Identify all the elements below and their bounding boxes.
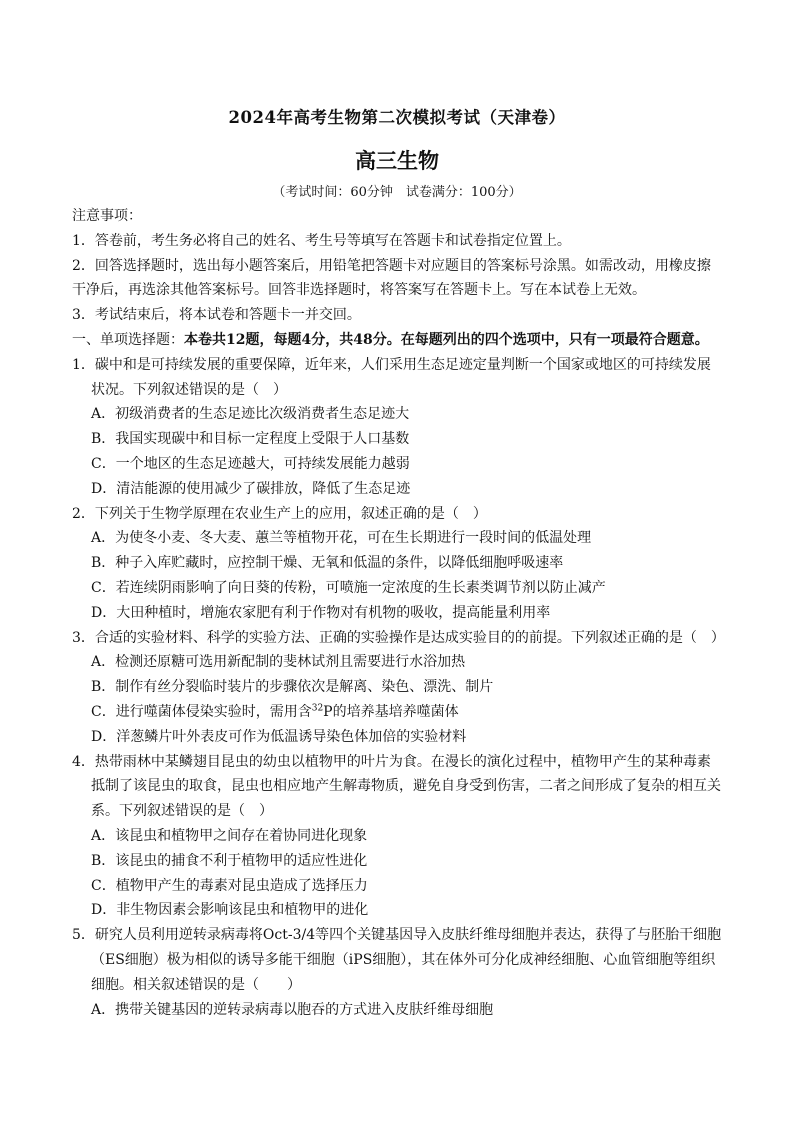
question-stem: 5．研究人员利用逆转录病毒将Oct-3/4等四个关键基因导入皮肤纤维母细胞并表达，获得了与胚胎干细胞（ES细胞）极为相似的诱导多能干细胞（iPS细胞），其在体外可分化成神经细胞、心血管细胞等组织细胞。相关叙述错误的是（ ） bbox=[72, 927, 722, 993]
question-option: C．植物甲产生的毒素对昆虫造成了选择压力 bbox=[91, 877, 368, 894]
exam-title: 2024年高考生物第二次模拟考试（天津卷） bbox=[228, 108, 566, 127]
question-option bbox=[72, 700, 724, 725]
option-text: C．进行噬菌体侵染实验时，需用含 bbox=[91, 703, 312, 720]
question-stem: 1．碳中和是可持续发展的重要保障，近年来，人们采用生态足迹定量判断一个国家或地区的可持续发展状况。下列叙述错误的是（ ） bbox=[72, 356, 711, 398]
question-option: B．我国实现碳中和目标一定程度上受限于人口基数 bbox=[91, 431, 410, 448]
question-option: A．携带关键基因的逆转录病毒以胞吞的方式进入皮肤纤维母细胞 bbox=[91, 1001, 494, 1018]
question-option: A．初级消费者的生态足迹比次级消费者生态足迹大 bbox=[91, 406, 410, 423]
note-item: 2．回答选择题时，选出每小题答案后，用铅笔把答题卡对应题目的答案标号涂黑。如需改动，用橡皮擦干净后，再选涂其他答案标号。回答非选择题时，将答案写在答题卡上。写在本试卷上无效。 bbox=[72, 257, 711, 299]
question-option: D．清洁能源的使用减少了碳排放，降低了生态足迹 bbox=[91, 480, 411, 497]
question-option: B．种子入库贮藏时，应控制干燥、无氧和低温的条件，以降低细胞呼吸速率 bbox=[91, 555, 564, 572]
question-option: A．检测还原糖可选用新配制的斐林试剂且需要进行水浴加热 bbox=[91, 654, 466, 671]
question-option: B．该昆虫的捕食不利于植物甲的适应性进化 bbox=[91, 852, 368, 869]
question-option: C．一个地区的生态足迹越大，可持续发展能力越弱 bbox=[91, 455, 410, 472]
question-option: D．洋葱鳞片叶外表皮可作为低温诱导染色体加倍的实验材料 bbox=[91, 728, 467, 745]
section-label: 一、单项选择题： bbox=[72, 331, 184, 348]
note-item: 1．答卷前，考生务必将自己的姓名、考生号等填写在答题卡和试卷指定位置上。 bbox=[72, 232, 571, 249]
question-option: A．该昆虫和植物甲之间存在着协同进化现象 bbox=[91, 827, 368, 844]
question-stem: 2．下列关于生物学原理在农业生产上的应用，叙述正确的是（ ） bbox=[72, 505, 487, 522]
note-item: 3．考试结束后，将本试卷和答题卡一并交回。 bbox=[72, 307, 361, 324]
question-option: C．若连续阴雨影响了向日葵的传粉，可喷施一定浓度的生长素类调节剂以防止减产 bbox=[91, 579, 606, 596]
subject-title: 高三生物 bbox=[355, 149, 439, 173]
section-description: 本卷共12题，每题4分，共48分。在每题列出的四个选项中，只有一项最符合题意。 bbox=[184, 331, 709, 348]
section-header bbox=[72, 328, 724, 353]
question-option: D．大田种植时，增施农家肥有利于作物对有机物的吸收，提高能量利用率 bbox=[91, 604, 551, 621]
question-stem: 4．热带雨林中某鳞翅目昆虫的幼虫以植物甲的叶片为食。在漫长的演化过程中，植物甲产生的某种毒素抵制了该昆虫的取食，昆虫也相应地产生解毒物质，避免自身受到伤害，二者之间形成了复杂的相互关系。下列叙述错误的是（ ） bbox=[72, 753, 721, 820]
question-option: A．为使冬小麦、冬大麦、蕙兰等植物开花，可在生长期进行一段时间的低温处理 bbox=[91, 530, 592, 547]
question-option: B．制作有丝分裂临时装片的步骤依次是解离、染色、漂洗、制片 bbox=[91, 679, 494, 696]
exam-body bbox=[72, 204, 724, 1022]
exam-time-score: （考试时间：60分钟 试卷满分：100分） bbox=[272, 185, 522, 200]
notes-heading: 注意事项： bbox=[72, 208, 142, 224]
isotope-superscript: 32 bbox=[311, 703, 324, 714]
question-stem: 3．合适的实验材料、科学的实验方法、正确的实验操作是达成实验目的的前提。下列叙述正确的是（ ） bbox=[72, 629, 725, 646]
question-option: D．非生物因素会影响该昆虫和植物甲的进化 bbox=[91, 902, 369, 919]
option-text-tail: P的培养基培养噬菌体 bbox=[323, 703, 459, 720]
